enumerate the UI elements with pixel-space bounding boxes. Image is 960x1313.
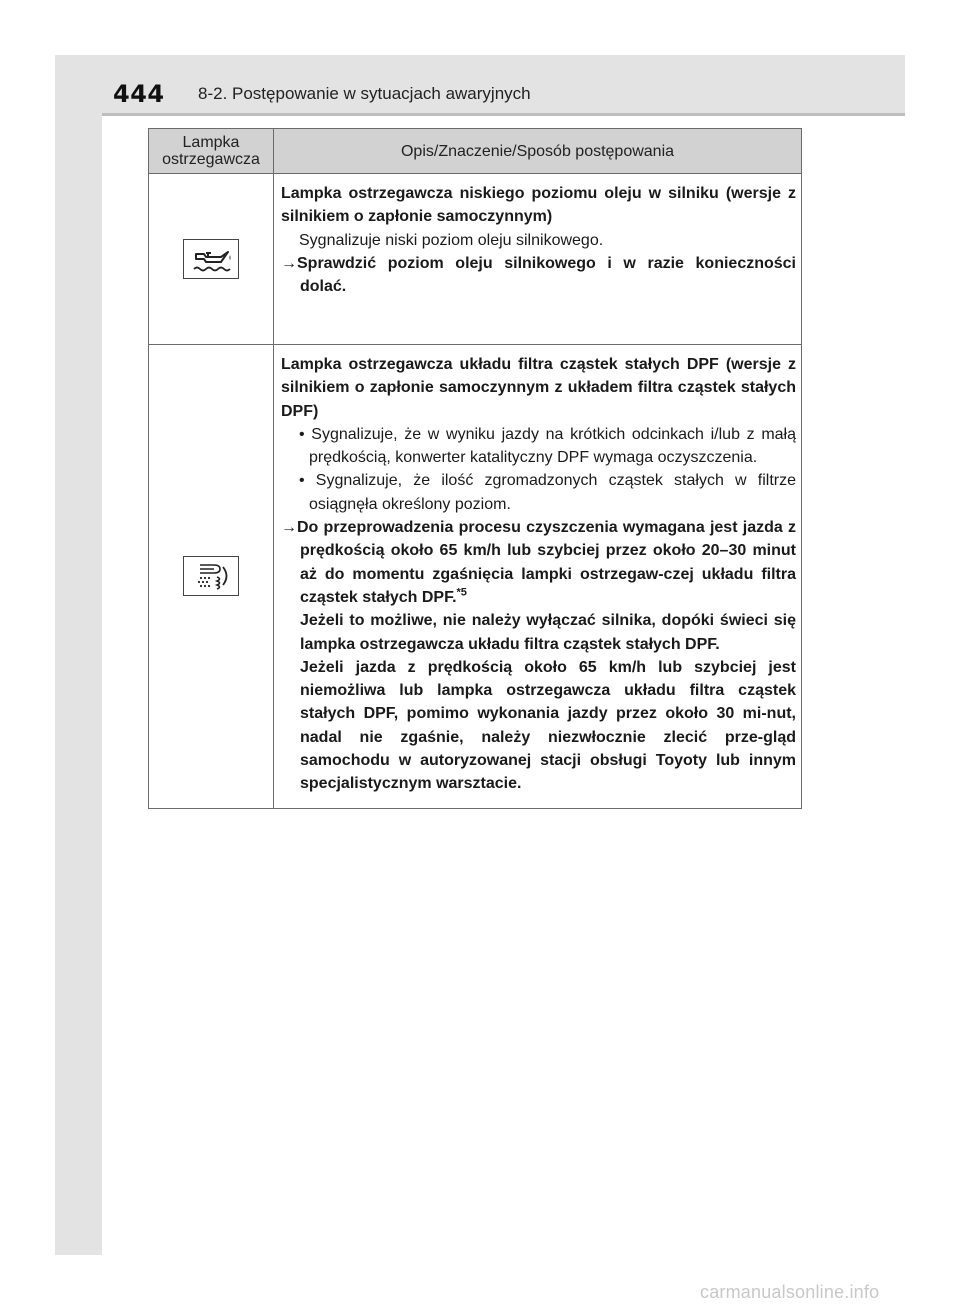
bullet-item: • Sygnalizuje, że ilość zgromadzonych cząstek stałych w filtrze osiągnęła określony poziom. bbox=[299, 472, 796, 513]
warning-text: Sygnalizuje niski poziom oleju silnikowego. bbox=[299, 231, 604, 249]
column-header-line: ostrzegawcza bbox=[162, 151, 260, 168]
description-cell bbox=[274, 174, 802, 345]
description-cell bbox=[274, 345, 802, 809]
dpf-filter-icon bbox=[183, 556, 239, 596]
additional-note: Jeżeli jazda z prędkością około 65 km/h lub szybciej jest niemożliwa lub lampka ostrzegawcza układu filtra cząstek stałych DPF, pomimo wykonania jazdy przez około 30 mi-nut, nadal nie zgaśnie, należy niezwłocznie zlecić prze-gląd samochodu w autoryzowanej stacji obsługi Toyoty lub innym specjalistycznym warsztacie. bbox=[300, 658, 796, 793]
table-header-row bbox=[149, 129, 802, 174]
header-divider bbox=[102, 113, 905, 116]
additional-note: Jeżeli to możliwe, nie należy wyłączać silnika, dopóki świeci się lampka ostrzegawcza układu filtra cząstek stałych DPF. bbox=[300, 612, 796, 653]
column-header-warning-light bbox=[149, 129, 274, 174]
warning-lights-table bbox=[148, 128, 802, 809]
action-instruction bbox=[281, 516, 796, 609]
arrow-icon: → bbox=[281, 254, 297, 272]
table-row bbox=[149, 345, 802, 809]
bullet-item: • Sygnalizuje, że w wyniku jazdy na krótkich odcinkach i/lub z małą prędkością, konwerter katalityczny DPF wymaga oczyszczenia. bbox=[299, 425, 796, 467]
action-text: Do przeprowadzenia procesu czyszczenia wymagana jest jazda z prędkością około 65 km/h lub szybciej przez około 20–30 minut aż do momentu zgaśnięcia lampki ostrzegaw-czej układu filtra cząstek stałych DPF. bbox=[297, 519, 796, 606]
warning-title: Lampka ostrzegawcza niskiego poziomu oleju w silniku (wersje z silnikiem o zapłonie samoczynnym) bbox=[281, 185, 796, 226]
page-side-band bbox=[55, 55, 102, 1255]
icon-cell bbox=[149, 345, 274, 809]
arrow-icon: → bbox=[281, 519, 297, 537]
column-header-description: Opis/Znaczenie/Sposób postępowania bbox=[274, 129, 802, 174]
oil-pressure-icon bbox=[183, 239, 239, 279]
icon-cell bbox=[149, 174, 274, 345]
action-instruction bbox=[281, 252, 796, 299]
footnote-marker: *5 bbox=[456, 586, 467, 599]
warning-title: Lampka ostrzegawcza układu filtra cząstek stałych DPF (wersje z silnikiem o zapłonie samoczynnym z układem filtra cząstek stałych DPF) bbox=[281, 356, 796, 420]
watermark: carmanualsonline.info bbox=[700, 1282, 880, 1302]
column-header-line: Lampka bbox=[182, 134, 240, 151]
action-text: Sprawdzić poziom oleju silnikowego i w razie konieczności dolać. bbox=[297, 254, 796, 296]
section-title: 8-2. Postępowanie w sytuacjach awaryjnych bbox=[198, 84, 531, 103]
table-row bbox=[149, 174, 802, 345]
page-number: 444 bbox=[113, 80, 165, 108]
